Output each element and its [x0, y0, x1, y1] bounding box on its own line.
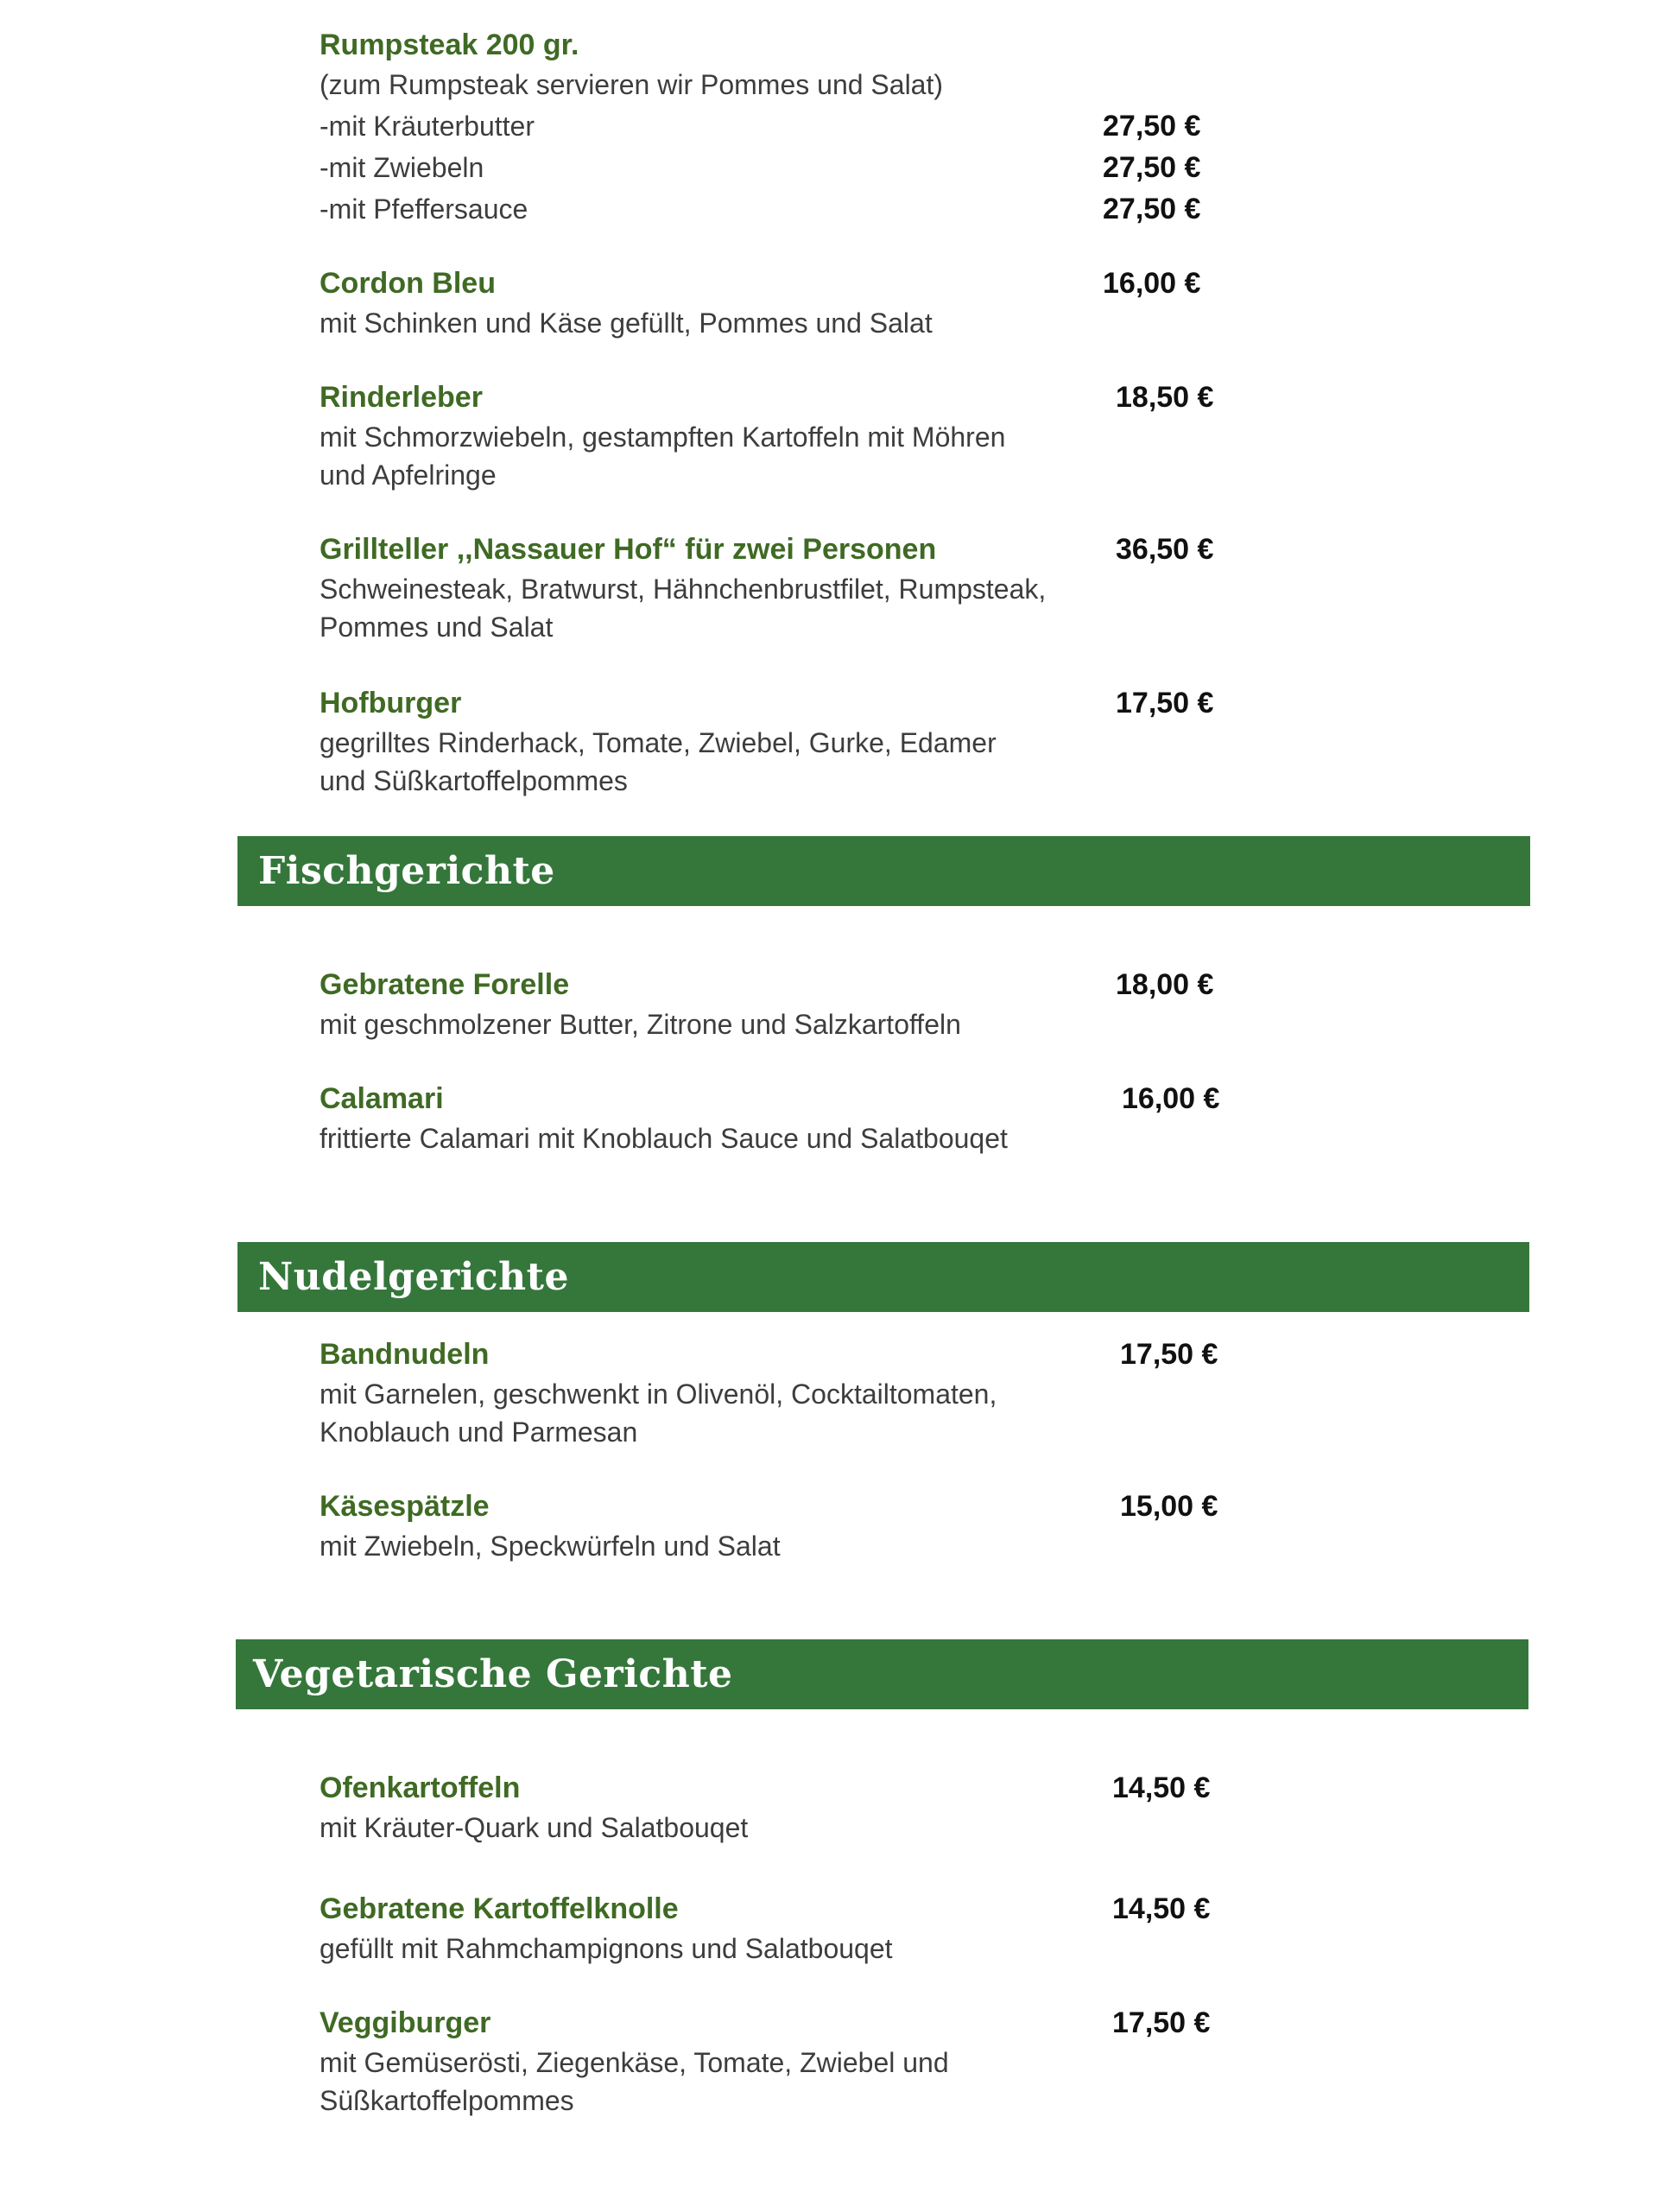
dish-title: Bandnudeln [320, 1338, 490, 1371]
section-header-fish [237, 836, 1530, 906]
rumpsteak-option-price: 27,50 € [1103, 110, 1201, 143]
rumpsteak-option-label: -mit Pfeffersauce [320, 193, 528, 225]
dish-description: Knoblauch und Parmesan [320, 1417, 638, 1448]
dish-description: gegrilltes Rinderhack, Tomate, Zwiebel, Gurke, Edamer [320, 727, 997, 758]
dish-description: mit Garnelen, geschwenkt in Olivenöl, Cocktailtomaten, [320, 1379, 997, 1410]
dish-title: Käsespätzle [320, 1490, 490, 1523]
section-header-vegetarian [236, 1639, 1528, 1709]
dish-description: mit Schmorzwiebeln, gestampften Kartoffeln mit Möhren [320, 421, 1006, 453]
rumpsteak-option-label: -mit Zwiebeln [320, 152, 484, 183]
dish-description: mit Gemüserösti, Ziegenkäse, Tomate, Zwiebel und [320, 2047, 949, 2078]
dish-description: und Süßkartoffelpommes [320, 765, 628, 796]
dish-description: gefüllt mit Rahmchampignons und Salatbouqet [320, 1933, 893, 1964]
dish-title: Gebratene Forelle [320, 968, 570, 1001]
dish-description: mit Schinken und Käse gefüllt, Pommes und Salat [320, 307, 933, 339]
dish-title: Hofburger [320, 687, 462, 719]
dish-title: Cordon Bleu [320, 267, 496, 300]
dish-price: 15,00 € [1120, 1490, 1218, 1523]
rumpsteak-option-price: 27,50 € [1103, 193, 1201, 225]
dish-title: Veggiburger [320, 2006, 491, 2039]
dish-description: mit geschmolzener Butter, Zitrone und Salzkartoffeln [320, 1009, 961, 1040]
dish-price: 17,50 € [1116, 687, 1214, 719]
section-title: Nudelgerichte [258, 1255, 569, 1299]
section-header-pasta [237, 1242, 1529, 1312]
dish-description: und Apfelringe [320, 460, 497, 491]
dish-price: 14,50 € [1112, 1772, 1211, 1804]
dish-price: 16,00 € [1103, 267, 1201, 300]
dish-description: Pommes und Salat [320, 612, 554, 643]
dish-description: Schweinesteak, Bratwurst, Hähnchenbrustfilet, Rumpsteak, [320, 574, 1047, 605]
dish-title: Calamari [320, 1082, 444, 1115]
dish-price: 16,00 € [1122, 1082, 1220, 1115]
dish-title: Gebratene Kartoffelknolle [320, 1892, 679, 1925]
rumpsteak-note: (zum Rumpsteak servieren wir Pommes und Salat) [320, 69, 944, 100]
section-title: Fischgerichte [258, 849, 555, 893]
rumpsteak-title: Rumpsteak 200 gr. [320, 29, 579, 61]
section-title: Vegetarische Gerichte [253, 1652, 733, 1696]
dish-price: 17,50 € [1112, 2006, 1211, 2039]
rumpsteak-option-label: -mit Kräuterbutter [320, 111, 535, 142]
dish-title: Rinderleber [320, 381, 483, 414]
dish-title: Grillteller ,,Nassauer Hof“ für zwei Personen [320, 533, 937, 566]
dish-price: 36,50 € [1116, 533, 1214, 566]
dish-description: frittierte Calamari mit Knoblauch Sauce und Salatbouqet [320, 1123, 1008, 1154]
dish-description: mit Zwiebeln, Speckwürfeln und Salat [320, 1531, 781, 1562]
dish-description: Süßkartoffelpommes [320, 2085, 574, 2116]
dish-price: 18,00 € [1116, 968, 1214, 1001]
dish-description: mit Kräuter-Quark und Salatbouqet [320, 1812, 749, 1843]
dish-price: 14,50 € [1112, 1892, 1211, 1925]
dish-price: 17,50 € [1120, 1338, 1218, 1371]
dish-title: Ofenkartoffeln [320, 1772, 521, 1804]
dish-price: 18,50 € [1116, 381, 1214, 414]
rumpsteak-option-price: 27,50 € [1103, 151, 1201, 184]
